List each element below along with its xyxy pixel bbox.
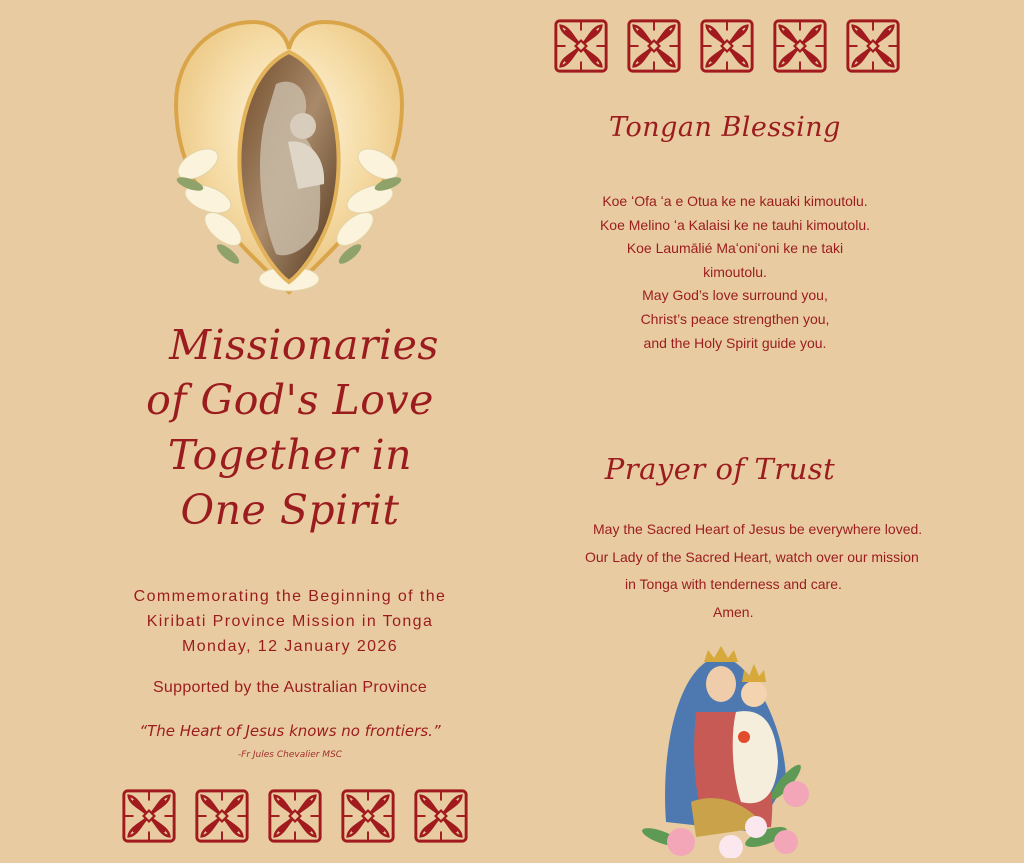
our-lady-sacred-heart-image (636, 632, 826, 858)
blessing-line: Christ’s peace strengthen you, (640, 310, 830, 327)
blessing-line: Koe ʻOfa ʻa e Otua ke ne kauaki kimoutolu. (602, 193, 868, 209)
tapa-tile-icon (412, 787, 470, 845)
tapa-tile-icon (625, 17, 683, 75)
prayer-amen: Amen. (713, 603, 754, 620)
title-line: of God's Love (146, 376, 434, 424)
event-date: Monday, 12 January 2026 (181, 638, 399, 655)
bottom-tile-border (120, 787, 470, 845)
top-tile-border (552, 17, 902, 75)
tapa-tile-icon (339, 787, 397, 845)
blessing-line: Koe Laumālié Maʻoniʻoni ke ne taki (626, 240, 844, 257)
prayer-line: in Tonga with tenderness and care. (625, 576, 842, 592)
tapa-tile-icon (193, 787, 251, 845)
quote-author: -Fr Jules Chevalier MSC (237, 750, 343, 760)
tapa-tile-icon (266, 787, 324, 845)
blessing-line: May God’s love surround you, (642, 287, 828, 304)
tongan-blessing-text (560, 190, 910, 355)
blessing-line: kimoutolu. (703, 263, 767, 280)
chevalier-quote: “The Heart of Jesus knows no frontiers.” (139, 722, 441, 740)
title-line: Missionaries (169, 321, 439, 369)
tapa-tile-icon (120, 787, 178, 845)
prayer-line: May the Sacred Heart of Jesus be everywhere loved. (593, 521, 923, 537)
blessing-line: and the Holy Spirit guide you. (643, 334, 827, 351)
tapa-tile-icon (552, 17, 610, 75)
event-title (130, 318, 450, 538)
prayer-of-trust-text (585, 516, 945, 626)
supported-by-text: Supported by the Australian Province (152, 679, 428, 696)
title-line: One Spirit (180, 486, 400, 534)
commemoration-line: Kiribati Province Mission in Tonga (146, 613, 434, 630)
tapa-tile-icon (844, 17, 902, 75)
tongan-blessing-heading: Tongan Blessing (609, 112, 841, 143)
title-line: Together in (167, 431, 413, 479)
prayer-line: Our Lady of the Sacred Heart, watch over our mission (585, 548, 919, 565)
blessing-line: Koe Melino ʻa Kalaisi ke ne tauhi kimoutolu. (599, 216, 871, 233)
sacred-heart-madonna-image (168, 14, 410, 304)
commemoration-line: Commemorating the Beginning of the (133, 588, 447, 605)
tapa-tile-icon (698, 17, 756, 75)
prayer-of-trust-heading: Prayer of Trust (604, 452, 836, 486)
commemoration-text (110, 584, 470, 659)
tapa-tile-icon (771, 17, 829, 75)
